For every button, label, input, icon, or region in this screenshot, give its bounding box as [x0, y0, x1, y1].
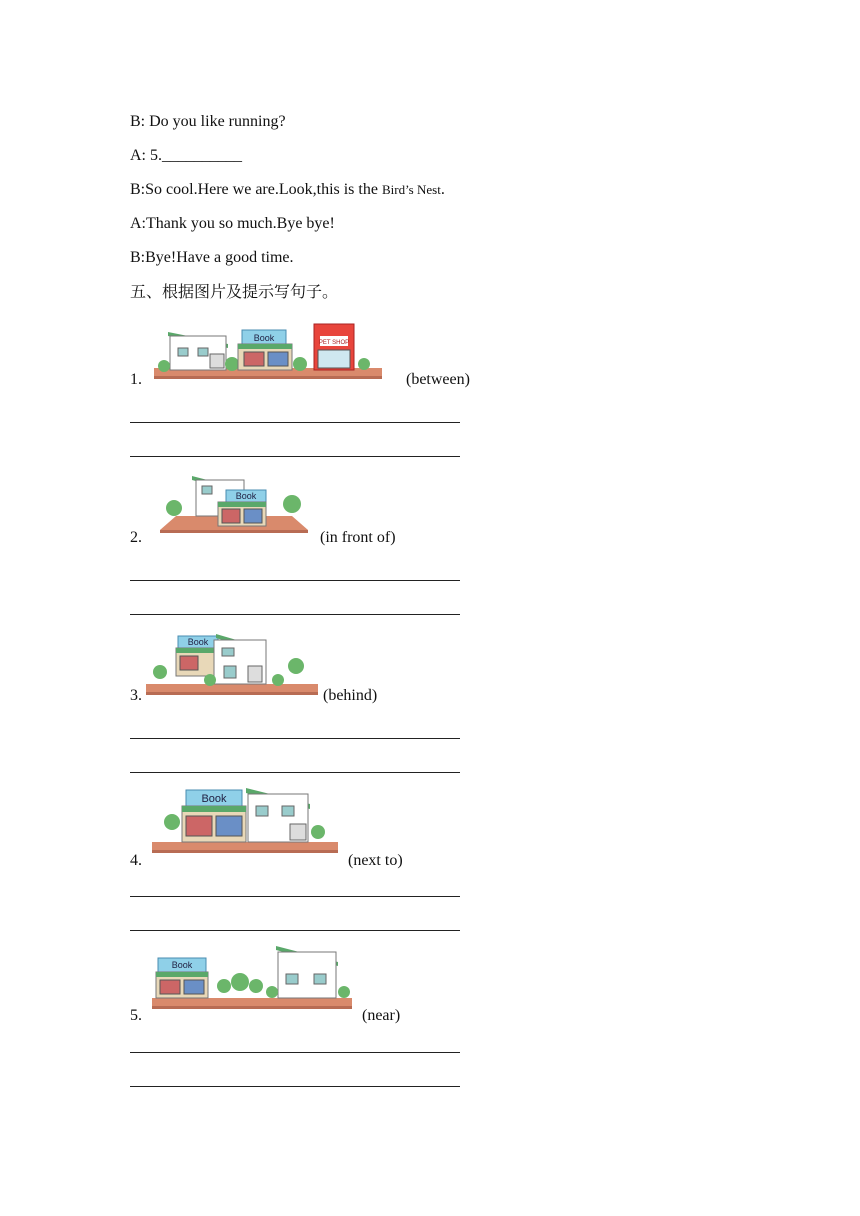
- dialogue-line-1: B: Do you like running?: [130, 113, 286, 130]
- scene-image-4: [150, 784, 340, 856]
- scene-image-1: [154, 318, 384, 380]
- question-number-2: 2.: [130, 529, 142, 546]
- hint-5: (near): [362, 1007, 401, 1024]
- answer-line-4a[interactable]: [130, 896, 460, 897]
- sign-petshop-1: PET SHOP: [318, 340, 350, 346]
- hint-3: (behind): [323, 687, 378, 704]
- dialogue-line-3: B:So cool.Here we are.Look,this is the Bird’s Nest.: [130, 181, 445, 198]
- dialogue-line-2: A: 5.__________: [130, 147, 242, 164]
- scene-image-5: [150, 944, 354, 1014]
- question-number-5: 5.: [130, 1007, 142, 1024]
- answer-line-5a[interactable]: [130, 1052, 460, 1053]
- hint-1: (between): [406, 371, 470, 388]
- scene-image-2: [156, 472, 312, 536]
- dialogue-line-4: A:Thank you so much.Bye bye!: [130, 215, 335, 232]
- sign-book-4: Book: [201, 793, 227, 805]
- question-number-1: 1.: [130, 371, 142, 388]
- sign-book-3: Book: [187, 637, 209, 647]
- answer-line-1b[interactable]: [130, 456, 460, 457]
- sign-book-1: Book: [253, 333, 275, 343]
- sign-book-5: Book: [171, 960, 193, 970]
- answer-line-2b[interactable]: [130, 614, 460, 615]
- hint-2: (in front of): [320, 529, 396, 546]
- dialogue-line-5: B:Bye!Have a good time.: [130, 249, 294, 266]
- section-title: 五、根据图片及提示写句子。: [130, 284, 339, 301]
- answer-line-5b[interactable]: [130, 1086, 460, 1087]
- answer-line-3b[interactable]: [130, 772, 460, 773]
- answer-line-1a[interactable]: [130, 422, 460, 423]
- question-number-4: 4.: [130, 852, 142, 869]
- sign-book-2: Book: [235, 491, 257, 501]
- answer-line-2a[interactable]: [130, 580, 460, 581]
- question-number-3: 3.: [130, 687, 142, 704]
- answer-line-4b[interactable]: [130, 930, 460, 931]
- answer-line-3a[interactable]: [130, 738, 460, 739]
- scene-image-3: [144, 630, 320, 698]
- hint-4: (next to): [348, 852, 403, 869]
